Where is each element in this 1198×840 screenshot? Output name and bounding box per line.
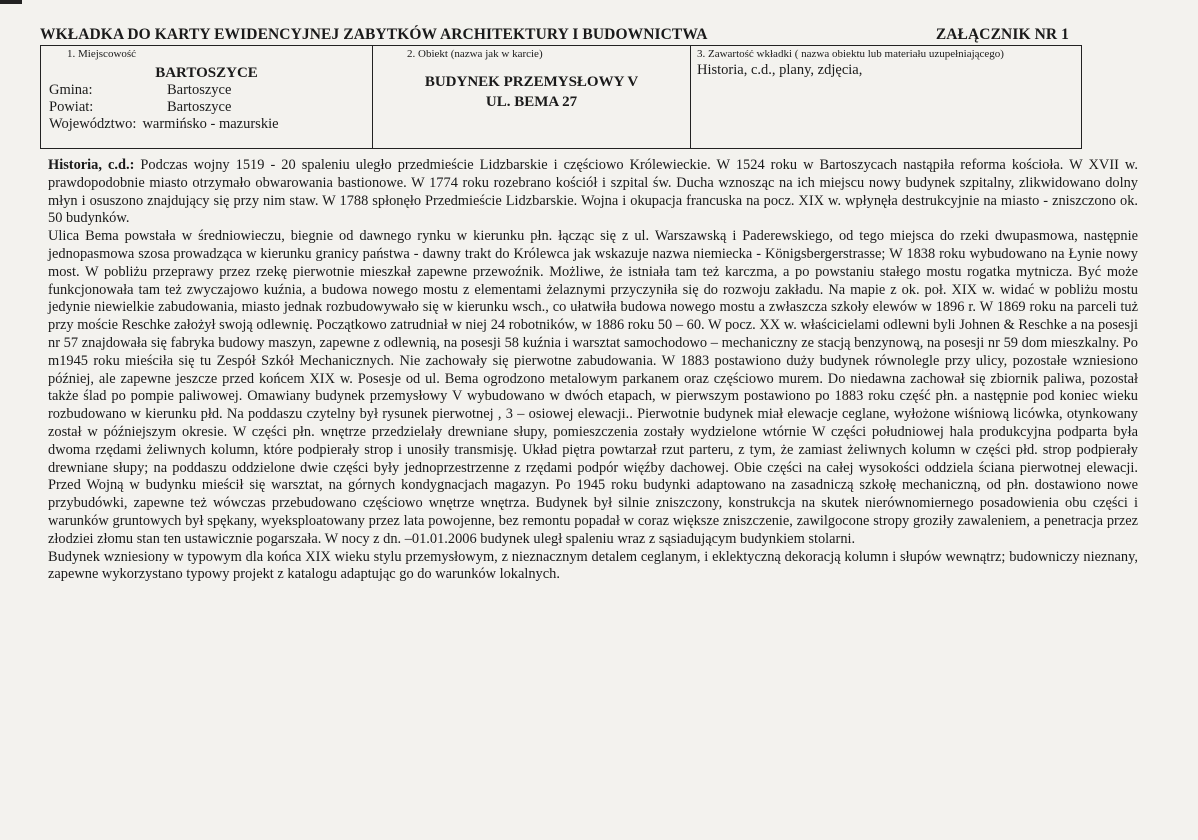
object-name-line1: BUDYNEK PRZEMYSŁOWY V [424,74,639,90]
powiat-row [41,99,372,116]
locality-cell [41,46,373,149]
contents-cell [691,46,1082,149]
powiat-label: Powiat: [49,99,94,115]
object-name [373,72,690,112]
annex-label: ZAŁĄCZNIK NR 1 [935,26,1069,43]
gmina-value: Bartoszyce [167,82,232,98]
object-cell [373,46,691,149]
history-paragraph-1-text: Podczas wojny 1519 - 20 spaleniu uległo przedmieście Lidzbarskie i częściowo Królewieckie. W 1524 roku w Bartoszycach nastąpiła reforma kościoła. W XVII w. prawdopodobnie miasto otrzymało obwarowania bastionowe. W 1774 roku rozebrano kościół i szpital św. Ducha wznosząc na ich miejscu nowy budynek szpitalny, zlikwidowano dolny młyn i osuszono znajdujący się przy nim staw. W 1788 spłonęło Przedmieście Lidzbarskie. Wojna i okupacja francuska na pocz. XIX w. wpłynęła destrukcyjnie na miasto - zniszczono ok. 50 budynków. [48,157,1138,227]
voivodeship-row [41,116,372,133]
history-paragraph-2: Ulica Bema powstała w średniowieczu, biegnie od dawnego rynku w kierunku płn. łącząc się z ul. Warszawską i Paderewskiego, od tego miejsca do rzeki dwupasmowa, następnie jednopasmowa szosa prowadząca w kierunku granicy państwa - dawny trakt do Królewca jak wskazuje nazwa niemiecka - Königsbergerstrasse; W 1838 roku wybudowano na Łynie nowy most. W pobliżu przeprawy przez rzekę pierwotnie mieszkał zapewne przewoźnik. Możliwe, że istniała tam też karczma, a po powstaniu stałego mostu rogatka mytnicza. Być może funkcjonowała tam też zwyczajowo kuźnia, a budowa nowego mostu z elementami żelaznymi przyczyniła się do rozwoju zakładu. Na mapie z ok. poł. XIX w. widać w pobliżu mostu jedynie niewielkie zabudowania, miasto jednak rozbudowywało się w kierunku wsch., co ułatwiła budowa nowego mostu a zwłaszcza szkoły elewów w 1896 r. W 1869 roku na parceli tuż przy moście Reschke założył swoją odlewnię. Początkowo zatrudniał w niej 24 robotników, w 1886 roku 50 – 60. W pocz. XX w. właścicielami odlewni byli Johnen & Reschke a na posesji nr 57 znajdowała się fabryka budowy maszyn, zapewne z odlewnią, na posesji 58 kuźnia i warsztat samochodowo – mechaniczny ze stacją benzynową, na posesji nr 59 dom mieszkalny. Po m1945 roku mieściła się tu Zespół Szkół Mechanicznych. Nie zachowały się pierwotne zabudowania. W 1883 postawiono duży budynek równolegle przy ulicy, pozostałe wzniesiono później, ale zapewne jeszcze przed końcem XIX w. Posesje od ul. Bema ogrodzono metalowym parkanem oraz częściowo murem. Do niedawna zachował się zbiornik paliwa, pozostał także ślad po pompie paliwowej. Omawiany budynek przemysłowy V wybudowano w dwóch etapach, w pierwszym postawiono po 1883 roku część płn. a następnie pod koniec wieku rozbudowano w kierunku płd. Na poddaszu czytelny był rysunek pierwotnej , 3 – osiowej elewacji.. Pierwotnie budynek miał elewacje ceglane, wyłożone wiśniową licówka, otynkowany został w późniejszym okresie. W części płn. wnętrze przedzielały drewniane słupy, pomieszczenia zostały wydzielone wtórnie W części południowej hala produkcyjna podparta była dwoma rzędami żeliwnych kolumn, które podpierały strop i unosiły transmisję. Układ piętra powtarzał rzut parteru, z tym, że zamiast żeliwnych kolumn w części płd. strop podpierały drewniane słupy; na poddaszu oddzielone dwie części były jednoprzestrzenne z rzędami podpór więźby dachowej. Obie części na całej wysokości oddziela ściana pierwotnej elewacji. Przed Wojną w budynku mieścił się warsztat, na górnych kondygnacjach magazyn. Po 1945 roku budynki adaptowano na zasadniczą szkołę mechaniczną, od płn. dostawiono nowe przybudówki, zapewne też wówczas przebudowano częściowo wnętrze wnętrza. Budynek był silnie zniszczony, konstrukcja na skutek nierównomiernego posadowienia obu części i warunków gruntowych był spękany, wyeksploatowany przez lata powojenne, bez remontu popadał w coraz większe zniszczenie, zawilgocone stropy groziły zawaleniem, a penetracja przez złodziei złomu stan ten ustawicznie pogarszała. W nocy z dn. –01.01.2006 budynek uległ spaleniu wraz z sąsiadującym budynkiem stolarni. [48,228,1138,547]
history-text [48,157,1138,584]
voivodeship-label: Województwo: [49,116,137,132]
history-paragraph-1 [48,157,1138,228]
gmina-row [41,82,372,99]
object-caption: 2. Obiekt (nazwa jak w karcie) [407,48,543,60]
contents-caption: 3. Zawartość wkładki ( nazwa obiektu lub materiału uzupełniającego) [697,48,1004,60]
corner-mark [0,0,22,4]
powiat-value: Bartoszyce [167,99,232,115]
object-name-line2: UL. BEMA 27 [485,94,578,110]
contents-value: Historia, c.d., plany, zdjęcia, [697,62,863,78]
locality-value: BARTOSZYCE [155,65,258,81]
history-paragraph-3: Budynek wzniesiony w typowym dla końca XIX wieku stylu przemysłowym, z nieznacznym detalem ceglanym, i eklektyczną dekoracją kolumn i słupów wewnątrz; budowniczy nieznany, zapewne wykorzystano typowy projekt z katalogu adaptując go do warunków lokalnych. [48,548,1138,583]
document-title: WKŁADKA DO KARTY EWIDENCYJNEJ ZABYTKÓW ARCHITEKTURY I BUDOWNICTWA [40,26,708,43]
voivodeship-value: warmińsko - mazurskie [142,116,279,132]
history-lead: Historia, c.d.: [48,157,135,173]
gmina-label: Gmina: [49,82,93,98]
info-table [40,45,1082,149]
locality-caption: 1. Miejscowość [67,48,137,60]
